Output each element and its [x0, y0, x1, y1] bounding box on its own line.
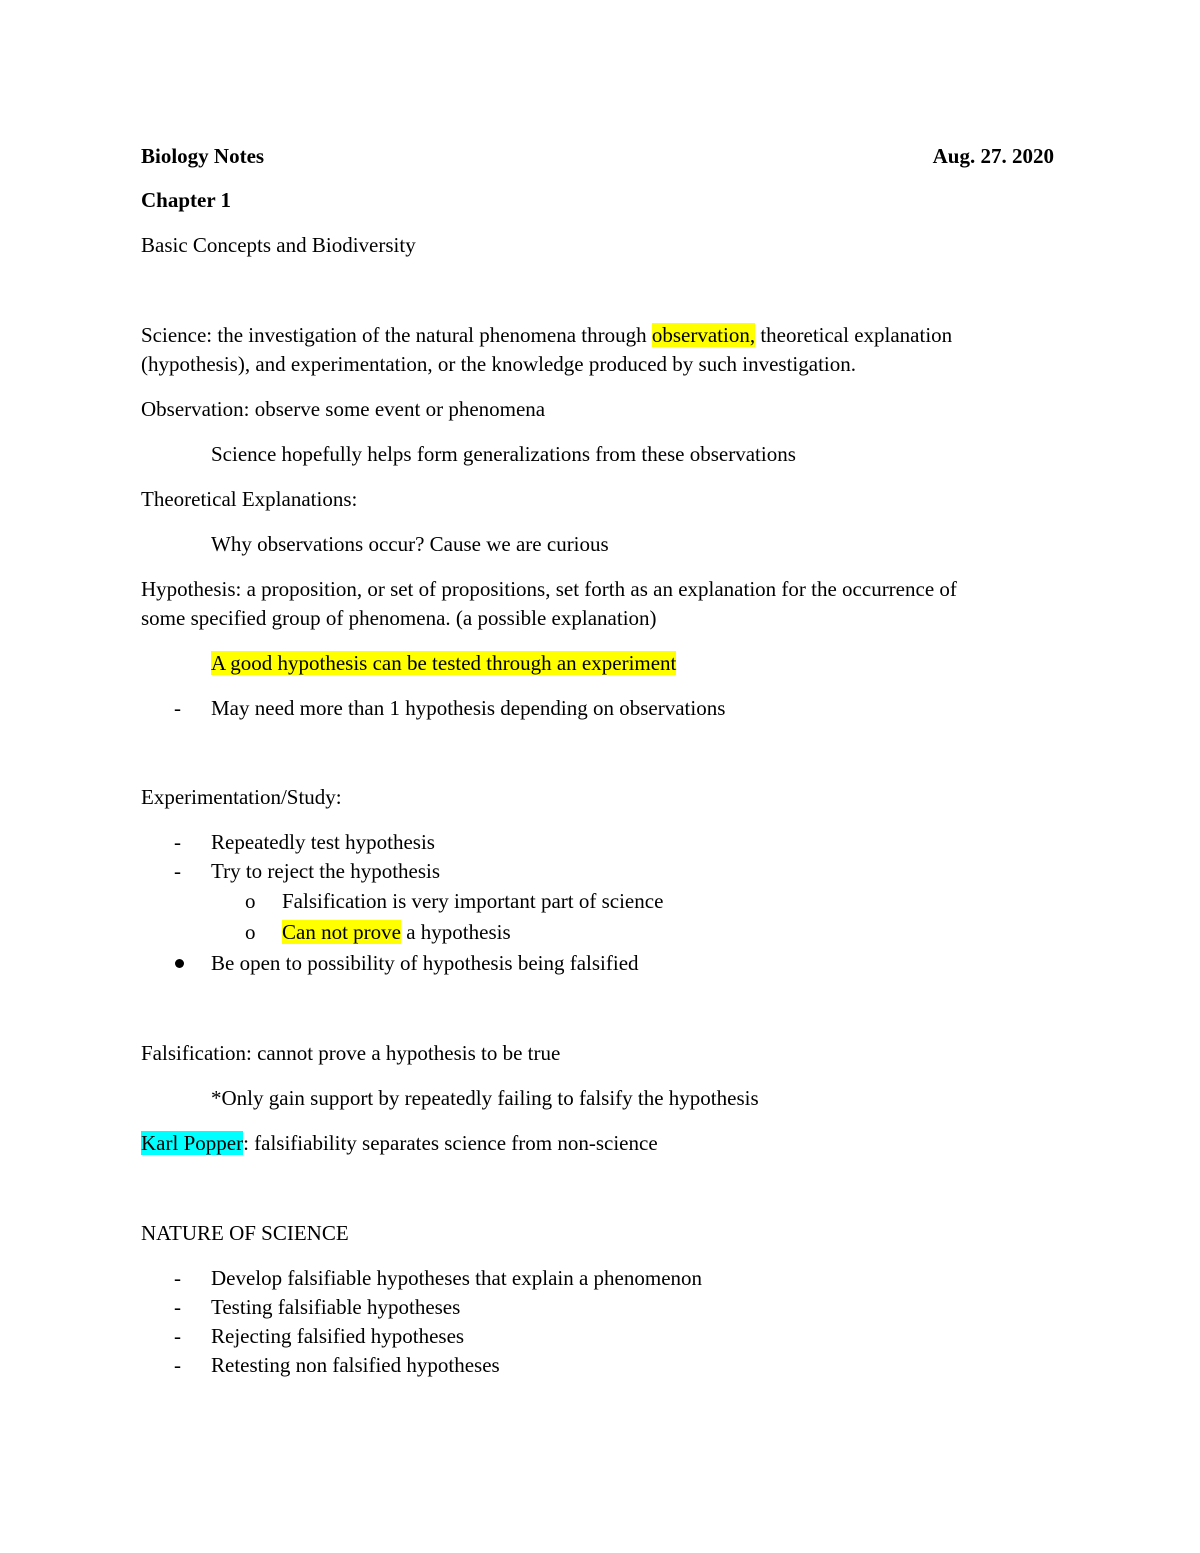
hypothesis-highlight: A good hypothesis can be tested through an experiment — [211, 651, 677, 675]
experimentation-heading: Experimentation/Study: — [141, 785, 342, 809]
circle-bullet: o — [245, 920, 256, 944]
dash-bullet: - — [174, 859, 181, 883]
dash-bullet: - — [174, 696, 181, 720]
theoretical-note: Why observations occur? Cause we are curious — [211, 532, 609, 556]
observation-highlight: observation, — [651, 323, 756, 347]
sub-list-item: Falsification is very important part of science — [282, 889, 664, 913]
dash-bullet: - — [174, 1324, 181, 1348]
list-item: Repeatedly test hypothesis — [211, 830, 435, 854]
sub-list-item — [282, 918, 511, 947]
science-text-post: theoretical explanation — [755, 323, 953, 347]
falsification-definition: Falsification: cannot prove a hypothesis to be true — [141, 1041, 561, 1065]
hypothesis-definition-line1: Hypothesis: a proposition, or set of propositions, set forth as an explanation for the occurrence of — [141, 577, 957, 601]
doc-title: Biology Notes — [141, 144, 265, 168]
doc-date: Aug. 27. 2020 — [932, 144, 1054, 168]
sub-list-item-post: a hypothesis — [400, 920, 511, 944]
popper-line — [141, 1129, 658, 1158]
hypothesis-highlight-note — [211, 649, 676, 678]
dash-bullet: - — [174, 830, 181, 854]
observation-definition: Observation: observe some event or phenomena — [141, 397, 546, 421]
chapter-heading: Chapter 1 — [141, 188, 232, 212]
science-text-pre: Science: the investigation of the natural phenomena through — [141, 323, 652, 347]
science-definition-line1 — [141, 321, 952, 350]
popper-text: : falsifiability separates science from non-science — [243, 1131, 658, 1155]
chapter-subtitle: Basic Concepts and Biodiversity — [141, 233, 416, 257]
nature-heading: NATURE OF SCIENCE — [141, 1221, 349, 1245]
dash-bullet: - — [174, 1353, 181, 1377]
hypothesis-definition-line2: some specified group of phenomena. (a possible explanation) — [141, 606, 657, 630]
list-item: Be open to possibility of hypothesis being falsified — [211, 951, 639, 975]
dash-bullet: - — [174, 1295, 181, 1319]
list-item: Rejecting falsified hypotheses — [211, 1324, 465, 1348]
science-definition-line2: (hypothesis), and experimentation, or the knowledge produced by such investigation. — [141, 352, 856, 376]
circle-bullet: o — [245, 889, 256, 913]
dash-bullet: - — [174, 1266, 181, 1290]
karl-popper-highlight: Karl Popper — [141, 1131, 244, 1155]
dot-bullet-icon — [175, 959, 184, 968]
observation-note: Science hopefully helps form generalizations from these observations — [211, 442, 796, 466]
list-item: Retesting non falsified hypotheses — [211, 1353, 500, 1377]
hypothesis-bullet: May need more than 1 hypothesis depending on observations — [211, 696, 726, 720]
list-item: Develop falsifiable hypotheses that explain a phenomenon — [211, 1266, 703, 1290]
theoretical-heading: Theoretical Explanations: — [141, 487, 358, 511]
list-item: Try to reject the hypothesis — [211, 859, 441, 883]
falsification-note: *Only gain support by repeatedly failing to falsify the hypothesis — [211, 1086, 759, 1110]
can-not-prove-highlight: Can not prove — [282, 920, 401, 944]
list-item: Testing falsifiable hypotheses — [211, 1295, 461, 1319]
